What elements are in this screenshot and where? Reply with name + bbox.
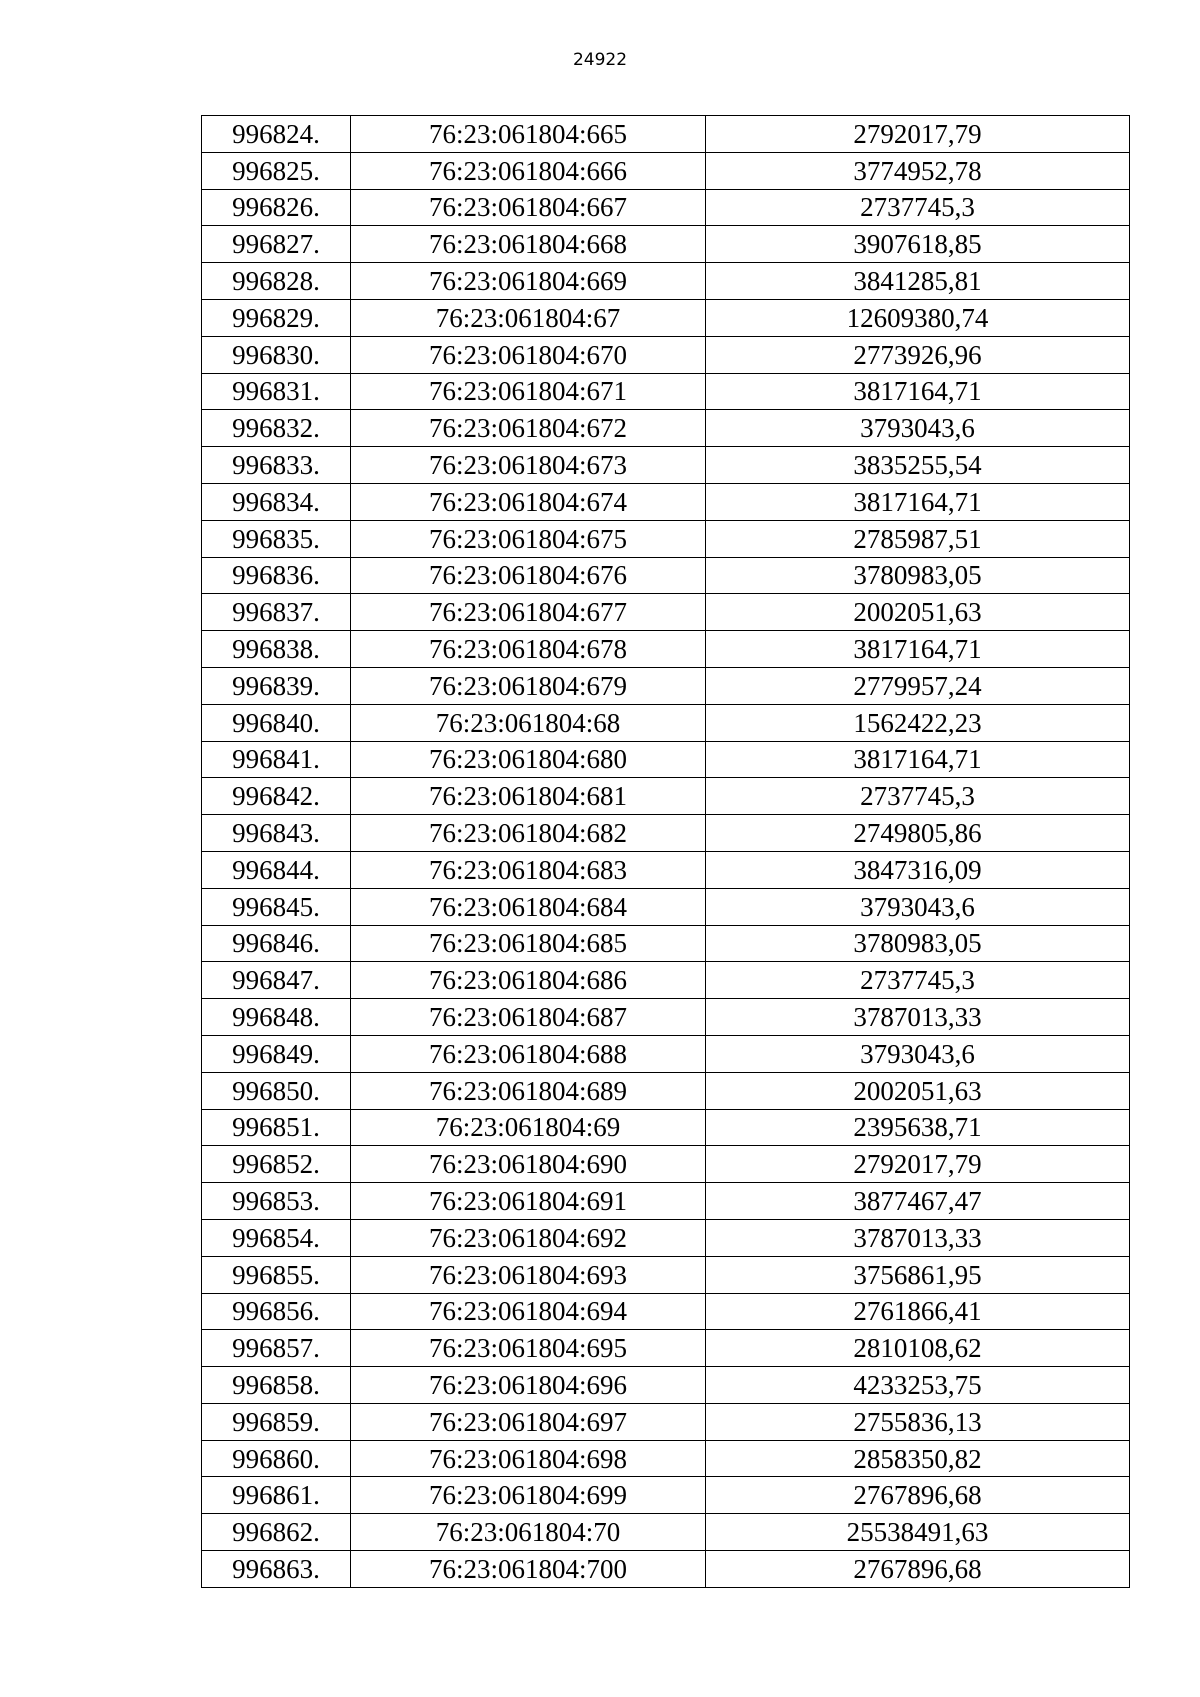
row-number-cell: 996856.: [202, 1293, 351, 1330]
table-body: [202, 116, 1130, 1588]
row-number-cell: 996859.: [202, 1403, 351, 1440]
cadastral-value-cell: 3841285,81: [706, 263, 1130, 300]
row-number-cell: 996854.: [202, 1219, 351, 1256]
row-number-cell: 996831.: [202, 373, 351, 410]
row-number-cell: 996847.: [202, 962, 351, 999]
table-row: [202, 631, 1130, 668]
table-row: [202, 226, 1130, 263]
cadastral-number-cell: 76:23:061804:671: [351, 373, 706, 410]
cadastral-value-cell: 2002051,63: [706, 594, 1130, 631]
row-number-cell: 996836.: [202, 557, 351, 594]
cadastral-number-cell: 76:23:061804:673: [351, 447, 706, 484]
cadastral-value-cell: 2773926,96: [706, 336, 1130, 373]
row-number-cell: 996838.: [202, 631, 351, 668]
row-number-cell: 996850.: [202, 1072, 351, 1109]
table-row: [202, 520, 1130, 557]
cadastral-number-cell: 76:23:061804:687: [351, 999, 706, 1036]
table-row: [202, 447, 1130, 484]
row-number-cell: 996846.: [202, 925, 351, 962]
cadastral-number-cell: 76:23:061804:667: [351, 189, 706, 226]
cadastral-number-cell: 76:23:061804:676: [351, 557, 706, 594]
row-number-cell: 996855.: [202, 1256, 351, 1293]
row-number-cell: 996828.: [202, 263, 351, 300]
row-number-cell: 996851.: [202, 1109, 351, 1146]
cadastral-value-cell: 2755836,13: [706, 1403, 1130, 1440]
row-number-cell: 996863.: [202, 1551, 351, 1588]
cadastral-number-cell: 76:23:061804:683: [351, 851, 706, 888]
cadastral-value-cell: 3847316,09: [706, 851, 1130, 888]
cadastral-number-cell: 76:23:061804:670: [351, 336, 706, 373]
cadastral-value-cell: 2785987,51: [706, 520, 1130, 557]
row-number-cell: 996852.: [202, 1146, 351, 1183]
cadastral-value-cell: 3787013,33: [706, 1219, 1130, 1256]
table-row: [202, 1477, 1130, 1514]
table-row: [202, 888, 1130, 925]
cadastral-value-cell: 2002051,63: [706, 1072, 1130, 1109]
cadastral-number-cell: 76:23:061804:666: [351, 152, 706, 189]
table-row: [202, 851, 1130, 888]
table-row: [202, 1256, 1130, 1293]
cadastral-number-cell: 76:23:061804:674: [351, 483, 706, 520]
row-number-cell: 996844.: [202, 851, 351, 888]
cadastral-number-cell: 76:23:061804:684: [351, 888, 706, 925]
table-row: [202, 1219, 1130, 1256]
table-row: [202, 1109, 1130, 1146]
row-number-cell: 996849.: [202, 1035, 351, 1072]
cadastral-number-cell: 76:23:061804:668: [351, 226, 706, 263]
row-number-cell: 996835.: [202, 520, 351, 557]
row-number-cell: 996842.: [202, 778, 351, 815]
table-row: [202, 1367, 1130, 1404]
cadastral-number-cell: 76:23:061804:693: [351, 1256, 706, 1293]
cadastral-number-cell: 76:23:061804:682: [351, 815, 706, 852]
table-row: [202, 557, 1130, 594]
cadastral-value-cell: 25538491,63: [706, 1514, 1130, 1551]
cadastral-number-cell: 76:23:061804:679: [351, 667, 706, 704]
row-number-cell: 996837.: [202, 594, 351, 631]
cadastral-value-cell: 2761866,41: [706, 1293, 1130, 1330]
cadastral-number-cell: 76:23:061804:686: [351, 962, 706, 999]
cadastral-number-cell: 76:23:061804:695: [351, 1330, 706, 1367]
cadastral-number-cell: 76:23:061804:689: [351, 1072, 706, 1109]
table-row: [202, 1146, 1130, 1183]
cadastral-number-cell: 76:23:061804:672: [351, 410, 706, 447]
cadastral-value-cell: 1562422,23: [706, 704, 1130, 741]
cadastral-number-cell: 76:23:061804:677: [351, 594, 706, 631]
cadastral-value-table: [201, 115, 1130, 1588]
cadastral-number-cell: 76:23:061804:691: [351, 1183, 706, 1220]
cadastral-value-cell: 4233253,75: [706, 1367, 1130, 1404]
row-number-cell: 996857.: [202, 1330, 351, 1367]
table-row: [202, 263, 1130, 300]
cadastral-value-cell: 2737745,3: [706, 962, 1130, 999]
row-number-cell: 996829.: [202, 299, 351, 336]
cadastral-value-cell: 2749805,86: [706, 815, 1130, 852]
table-row: [202, 815, 1130, 852]
cadastral-number-cell: 76:23:061804:688: [351, 1035, 706, 1072]
cadastral-value-cell: 3907618,85: [706, 226, 1130, 263]
cadastral-number-cell: 76:23:061804:690: [351, 1146, 706, 1183]
cadastral-number-cell: 76:23:061804:697: [351, 1403, 706, 1440]
cadastral-number-cell: 76:23:061804:685: [351, 925, 706, 962]
cadastral-value-cell: 3793043,6: [706, 888, 1130, 925]
cadastral-value-cell: 3780983,05: [706, 925, 1130, 962]
cadastral-number-cell: 76:23:061804:700: [351, 1551, 706, 1588]
page-number: 24922: [572, 50, 628, 70]
table-row: [202, 741, 1130, 778]
row-number-cell: 996853.: [202, 1183, 351, 1220]
table-row: [202, 299, 1130, 336]
cadastral-value-cell: 2737745,3: [706, 189, 1130, 226]
cadastral-value-cell: 2767896,68: [706, 1551, 1130, 1588]
cadastral-value-cell: 3774952,78: [706, 152, 1130, 189]
table-row: [202, 962, 1130, 999]
cadastral-value-cell: 3817164,71: [706, 373, 1130, 410]
table-row: [202, 116, 1130, 153]
row-number-cell: 996832.: [202, 410, 351, 447]
table-row: [202, 1330, 1130, 1367]
cadastral-number-cell: 76:23:061804:694: [351, 1293, 706, 1330]
row-number-cell: 996862.: [202, 1514, 351, 1551]
cadastral-number-cell: 76:23:061804:678: [351, 631, 706, 668]
cadastral-number-cell: 76:23:061804:680: [351, 741, 706, 778]
row-number-cell: 996843.: [202, 815, 351, 852]
row-number-cell: 996848.: [202, 999, 351, 1036]
row-number-cell: 996830.: [202, 336, 351, 373]
table-row: [202, 1514, 1130, 1551]
cadastral-number-cell: 76:23:061804:67: [351, 299, 706, 336]
row-number-cell: 996861.: [202, 1477, 351, 1514]
table-row: [202, 1183, 1130, 1220]
cadastral-value-cell: 2792017,79: [706, 1146, 1130, 1183]
table-row: [202, 152, 1130, 189]
cadastral-number-cell: 76:23:061804:699: [351, 1477, 706, 1514]
table-row: [202, 1072, 1130, 1109]
row-number-cell: 996834.: [202, 483, 351, 520]
cadastral-value-cell: 3756861,95: [706, 1256, 1130, 1293]
row-number-cell: 996845.: [202, 888, 351, 925]
cadastral-number-cell: 76:23:061804:692: [351, 1219, 706, 1256]
table-row: [202, 483, 1130, 520]
table-row: [202, 999, 1130, 1036]
table-row: [202, 373, 1130, 410]
table-row: [202, 704, 1130, 741]
cadastral-value-cell: 3877467,47: [706, 1183, 1130, 1220]
cadastral-number-cell: 76:23:061804:68: [351, 704, 706, 741]
cadastral-value-cell: 2737745,3: [706, 778, 1130, 815]
table-row: [202, 667, 1130, 704]
row-number-cell: 996833.: [202, 447, 351, 484]
table-row: [202, 778, 1130, 815]
cadastral-value-cell: 12609380,74: [706, 299, 1130, 336]
row-number-cell: 996826.: [202, 189, 351, 226]
table-row: [202, 410, 1130, 447]
table-row: [202, 1403, 1130, 1440]
cadastral-number-cell: 76:23:061804:665: [351, 116, 706, 153]
cadastral-value-cell: 2395638,71: [706, 1109, 1130, 1146]
cadastral-value-cell: 3780983,05: [706, 557, 1130, 594]
cadastral-value-cell: 3787013,33: [706, 999, 1130, 1036]
cadastral-value-cell: 2858350,82: [706, 1440, 1130, 1477]
table-row: [202, 1293, 1130, 1330]
table-row: [202, 594, 1130, 631]
table-row: [202, 336, 1130, 373]
table-row: [202, 189, 1130, 226]
cadastral-value-cell: 3793043,6: [706, 1035, 1130, 1072]
table-row: [202, 925, 1130, 962]
table-row: [202, 1440, 1130, 1477]
row-number-cell: 996858.: [202, 1367, 351, 1404]
cadastral-value-cell: 3817164,71: [706, 631, 1130, 668]
cadastral-number-cell: 76:23:061804:698: [351, 1440, 706, 1477]
cadastral-value-cell: 2767896,68: [706, 1477, 1130, 1514]
cadastral-number-cell: 76:23:061804:681: [351, 778, 706, 815]
row-number-cell: 996825.: [202, 152, 351, 189]
cadastral-value-cell: 3817164,71: [706, 741, 1130, 778]
cadastral-number-cell: 76:23:061804:669: [351, 263, 706, 300]
cadastral-value-cell: 2810108,62: [706, 1330, 1130, 1367]
row-number-cell: 996841.: [202, 741, 351, 778]
cadastral-number-cell: 76:23:061804:70: [351, 1514, 706, 1551]
cadastral-value-cell: 2792017,79: [706, 116, 1130, 153]
row-number-cell: 996827.: [202, 226, 351, 263]
row-number-cell: 996839.: [202, 667, 351, 704]
cadastral-number-cell: 76:23:061804:696: [351, 1367, 706, 1404]
cadastral-value-cell: 3835255,54: [706, 447, 1130, 484]
row-number-cell: 996824.: [202, 116, 351, 153]
cadastral-value-cell: 3793043,6: [706, 410, 1130, 447]
row-number-cell: 996840.: [202, 704, 351, 741]
cadastral-value-cell: 2779957,24: [706, 667, 1130, 704]
cadastral-number-cell: 76:23:061804:675: [351, 520, 706, 557]
row-number-cell: 996860.: [202, 1440, 351, 1477]
table-row: [202, 1035, 1130, 1072]
cadastral-number-cell: 76:23:061804:69: [351, 1109, 706, 1146]
table-row: [202, 1551, 1130, 1588]
cadastral-value-cell: 3817164,71: [706, 483, 1130, 520]
